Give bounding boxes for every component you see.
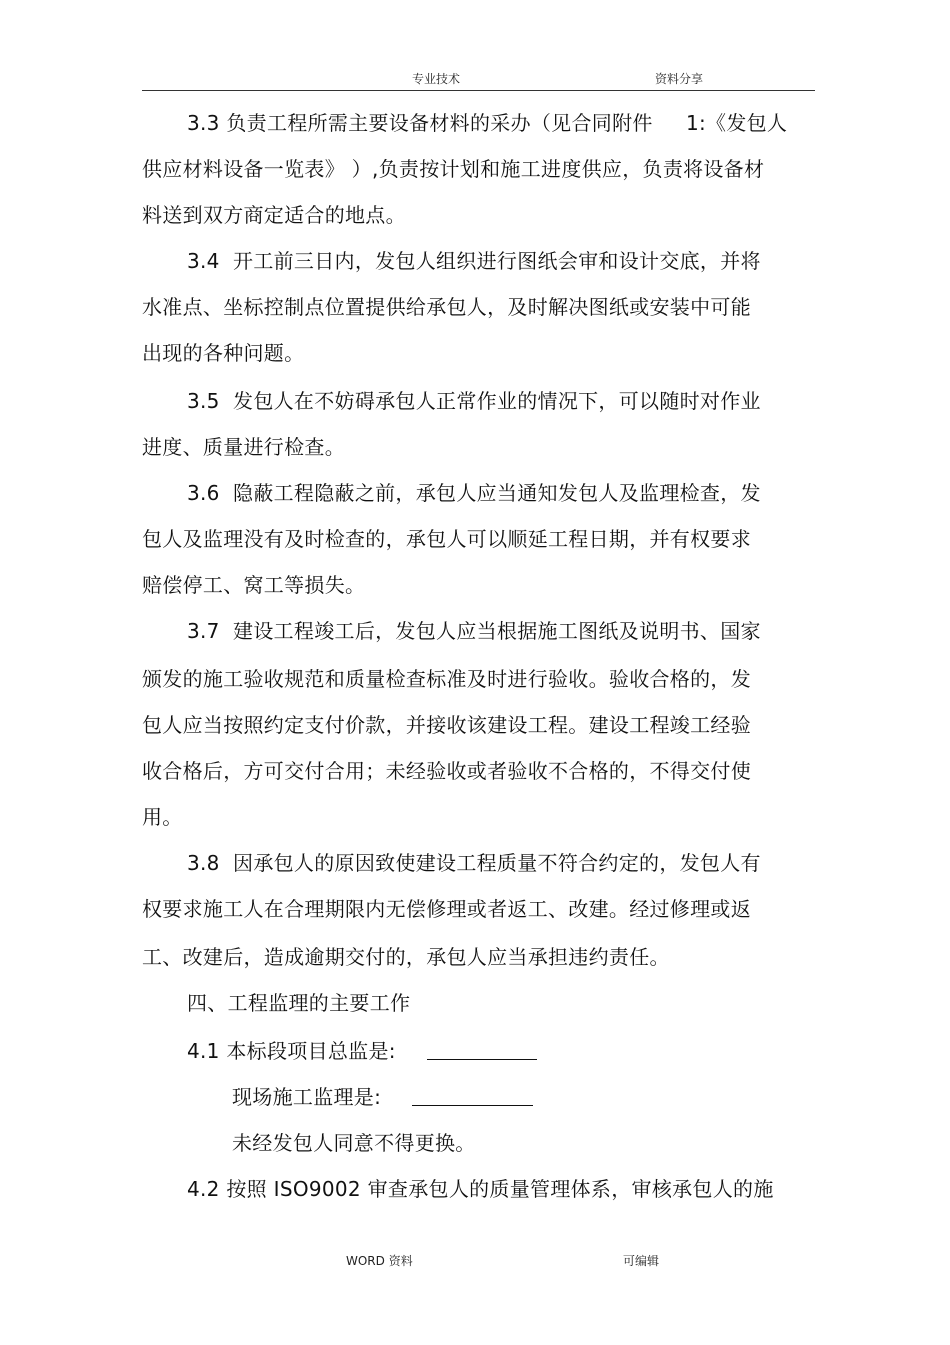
body-line-14: 包人应当按照约定支付价款，并接收该建设工程。建设工程竣工经验: [142, 713, 751, 737]
body-line-4: 3.4 开工前三日内，发包人组织进行图纸会审和设计交底，并将: [187, 249, 761, 273]
body-line-21: 4.1 本标段项目总监是:: [187, 1039, 396, 1063]
body-line-10: 包人及监理没有及时检查的，承包人可以顺延工程日期，并有权要求: [142, 527, 751, 551]
body-line-19: 工、改建后，造成逾期交付的，承包人应当承担违约责任。: [142, 945, 670, 969]
body-line-16: 用。: [142, 805, 183, 829]
page-footer-left: WORD 资料: [346, 1254, 413, 1268]
page-header-right: 资料分享: [655, 72, 704, 86]
body-line-3: 料送到双方商定适合的地点。: [142, 203, 406, 227]
body-line-12: 3.7 建设工程竣工后，发包人应当根据施工图纸及说明书、国家: [187, 619, 761, 643]
page-footer-right: 可编辑: [623, 1254, 660, 1268]
section-heading: 四、工程监理的主要工作: [187, 991, 411, 1015]
header-rule: [142, 90, 815, 91]
body-line-2: 供应材料设备一览表》 ）,负责按计划和施工进度供应，负责将设备材: [142, 157, 765, 181]
body-line-8: 进度、质量进行检查。: [142, 435, 345, 459]
supervisor-blank: [427, 1059, 537, 1060]
body-line-24: 4.2 按照 ISO9002 审查承包人的质量管理体系，审核承包人的施: [187, 1177, 774, 1201]
body-line-11: 赔偿停工、窝工等损失。: [142, 573, 366, 597]
body-line-15: 收合格后，方可交付合用；未经验收或者验收不合格的，不得交付使: [142, 759, 751, 783]
body-line-6: 出现的各种问题。: [142, 341, 305, 365]
body-line-18: 权要求施工人在合理期限内无偿修理或者返工、改建。经过修理或返: [142, 897, 751, 921]
body-line-22: 现场施工监理是:: [232, 1085, 382, 1109]
body-line-1: 3.3 负责工程所需主要设备材料的采办（见合同附件 1:《发包人: [187, 111, 788, 135]
body-line-7: 3.5 发包人在不妨碍承包人正常作业的情况下，可以随时对作业: [187, 389, 761, 413]
body-line-17: 3.8 因承包人的原因致使建设工程质量不符合约定的，发包人有: [187, 851, 761, 875]
body-line-23: 未经发包人同意不得更换。: [232, 1131, 476, 1155]
body-line-5: 水准点、坐标控制点位置提供给承包人，及时解决图纸或安装中可能: [142, 295, 751, 319]
page-header-left: 专业技术: [412, 72, 461, 86]
body-line-9: 3.6 隐蔽工程隐蔽之前，承包人应当通知发包人及监理检查，发: [187, 481, 761, 505]
site-supervisor-blank: [412, 1105, 533, 1106]
body-line-13: 颁发的施工验收规范和质量检查标准及时进行验收。验收合格的，发: [142, 667, 751, 691]
